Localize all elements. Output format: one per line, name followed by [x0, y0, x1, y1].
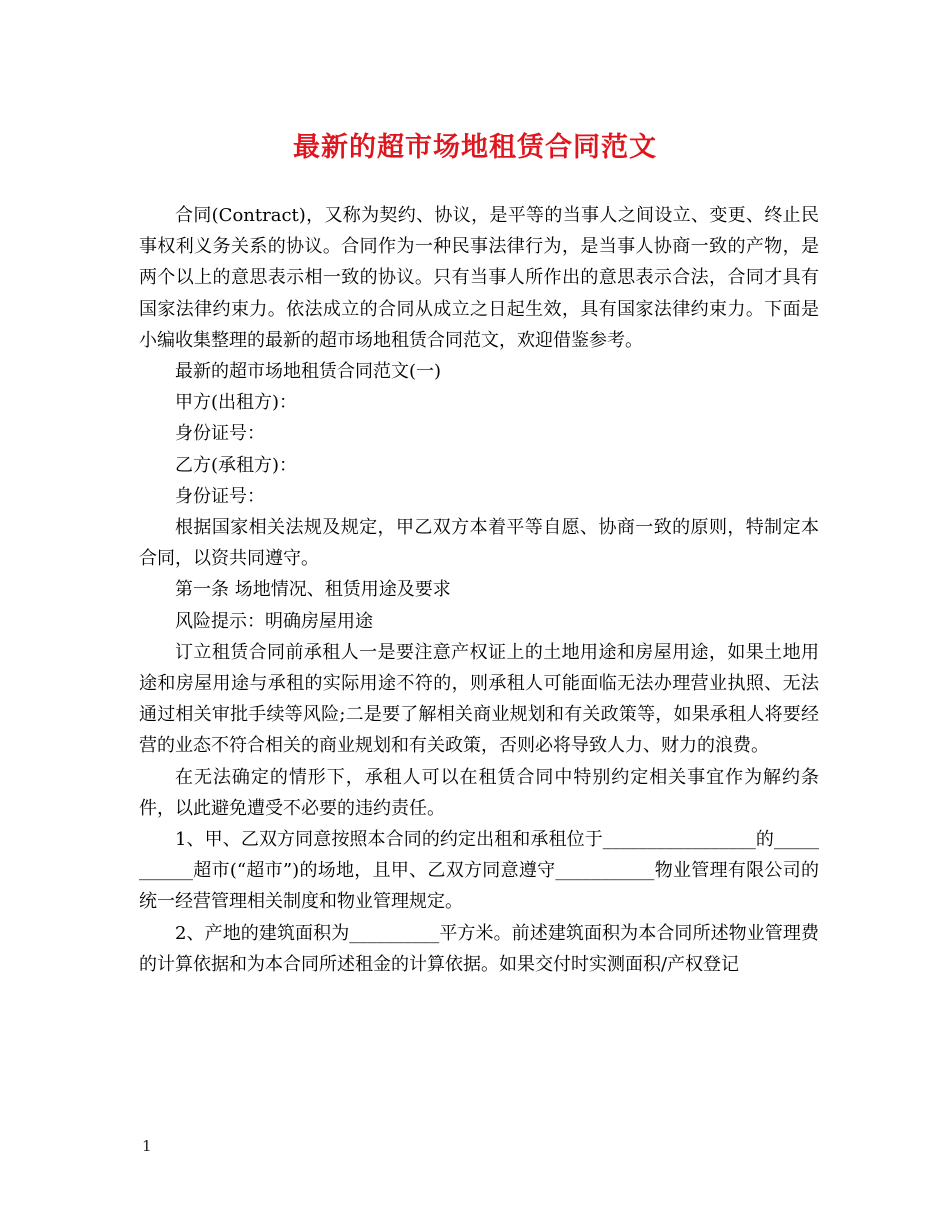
page-number: 1 [142, 1137, 152, 1155]
document-title: 最新的超市场地租赁合同范文 [293, 132, 657, 163]
paragraph-termination-condition: 在无法确定的情形下，承租人可以在租赁合同中特别约定相关事宜作为解约条件，以此避免遭受不必要的违约责任。 [139, 766, 819, 819]
paragraph-contract-heading: 最新的超市场地租赁合同范文(一) [175, 361, 442, 383]
paragraph-party-a-id: 身份证号： [175, 423, 265, 445]
paragraph-preamble: 根据国家相关法规及规定，甲乙双方本着平等自愿、协商一致的原则，特制定本合同，以资共同遵守。 [139, 517, 819, 570]
paragraph-article-one: 第一条 场地情况、租赁用途及要求 [175, 579, 451, 601]
paragraph-risk-tip: 风险提示：明确房屋用途 [175, 610, 373, 632]
paragraph-party-b: 乙方(承租方)： [175, 454, 298, 476]
paragraph-party-b-id: 身份证号： [175, 485, 265, 507]
paragraph-party-a: 甲方(出租方)： [175, 392, 298, 414]
paragraph-clause-2: 2、产地的建筑面积为__________平方米。前述建筑面积为本合同所述物业管理费的计算依据和为本合同所述租金的计算依据。如果交付时实测面积/产权登记 [139, 922, 819, 975]
paragraph-risk-detail: 订立租赁合同前承租人一是要注意产权证上的土地用途和房屋用途，如果土地用途和房屋用途与承租的实际用途不符的，则承租人可能面临无法办理营业执照、无法通过相关审批手续等风险;二是要了解相关商业规划和有关政策等，如果承租人将要经营的业态不符合相关的商业规划和有关政策，否则必将导致人力、财力的浪费。 [139, 641, 819, 757]
document-body [139, 200, 819, 980]
paragraph-clause-1: 1、甲、乙双方同意按照本合同的约定出租和承租位于_________________的___________超市(“超市”)的场地，且甲、乙双方同意遵守___________物业管理有限公司的统一经营管理相关制度和物业管理规定。 [139, 829, 819, 913]
paragraph-intro: 合同(Contract)，又称为契约、协议，是平等的当事人之间设立、变更、终止民事权利义务关系的协议。合同作为一种民事法律行为，是当事人协商一致的产物，是两个以上的意思表示相一致的协议。只有当事人所作出的意思表示合法，合同才具有国家法律约束力。依法成立的合同从成立之日起生效，具有国家法律约束力。下面是小编收集整理的最新的超市场地租赁合同范文，欢迎借鉴参考。 [139, 205, 819, 351]
